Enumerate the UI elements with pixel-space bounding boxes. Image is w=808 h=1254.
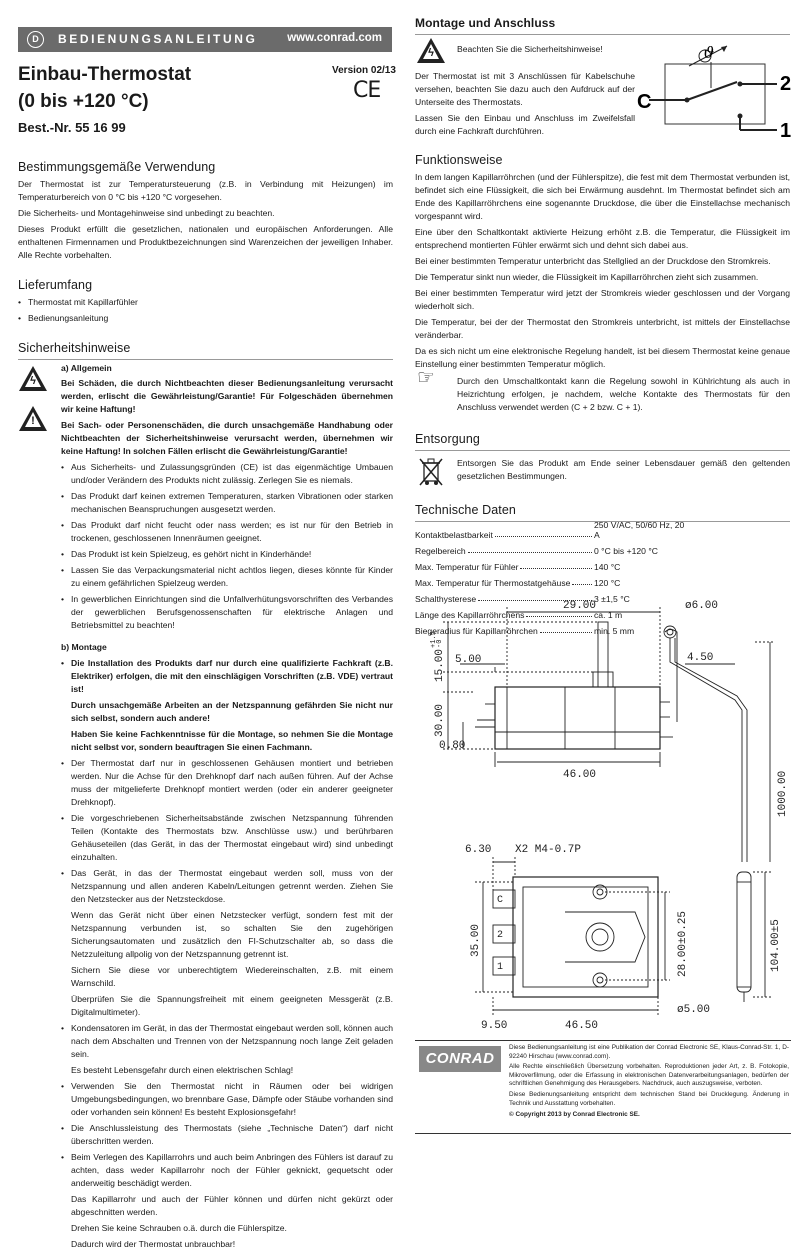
tech-value: 120 °C — [594, 578, 621, 588]
language-badge: D — [27, 31, 44, 48]
warning-triangle-icon: ! — [19, 406, 47, 432]
tech-label: Regelbereich — [415, 546, 466, 556]
list-item: • Das Produkt darf keinen extremen Temperaturen, starken Vibrationen oder starken mechanischen Beanspruchungen ausgesetzt werden. — [61, 490, 393, 516]
dim-d6: ø6.00 — [685, 600, 719, 612]
list-item: • Die Installation des Produkts darf nur durch eine qualifizierte Fachkraft (z.B. Elektriker) erfolgen, die mit den einschlägigen Vorschriften (z.B. VDE) vertraut ist! — [61, 657, 393, 696]
dim-29: 29.00 — [563, 600, 597, 612]
montage-para: Der Thermostat ist mit 3 Anschlüssen für Kabelschuhe versehen, beachten Sie dazu auch den Aufdruck auf der Unterseite des Thermostats. — [415, 71, 635, 107]
dim-950: 9.50 — [481, 1020, 508, 1032]
montage-bold-list — [61, 657, 393, 696]
list-item: • Lassen Sie das Verpackungsmaterial nicht achtlos liegen, dieses könnte für Kinder zu einem gefährlichen Spielzeug werden. — [61, 564, 393, 590]
bestimmung-para: Der Thermostat ist zur Temperatursteuerung (z.B. in Verbindung mit Heizungen) im Temperaturbereich von 0 °C bis +120 °C vorgesehen. — [18, 179, 393, 202]
version-label: Version 02/13 — [332, 65, 396, 76]
lieferumfang-list — [18, 296, 393, 325]
dim-30: 30.00 — [434, 703, 446, 737]
dim-15: 15.00 — [434, 648, 446, 682]
bestimmung-text — [18, 178, 393, 262]
imprint-box — [415, 1040, 791, 1134]
crossed-bin-icon — [418, 457, 444, 487]
table-row — [415, 520, 690, 540]
funktion-para: Die Temperatur sinkt nun wieder, die Flüssigkeit im Kapillarröhrchen zieht sich zusammen. — [415, 272, 759, 282]
list-item: • Bedienungsanleitung — [18, 312, 393, 325]
list-item: • Das Produkt darf nicht feucht oder nass werden; es ist nur für den Betrieb in trockenen, geschlossenen Innenräumen geeignet. — [61, 519, 393, 545]
list-item: • Beim Verlegen des Kapillarrohrs und auch beim Anbringen des Fühlers ist darauf zu achten, dass weder Kapillarrohr noch der Fühler geknickt, gequetscht oder anderweitig beschädigt werden. — [61, 1151, 393, 1190]
imprint-line: Diese Bedienungsanleitung entspricht dem technischen Stand bei Drucklegung. Änderung in Technik und Ausstattung vorbehalten. — [509, 1090, 789, 1107]
dim-080: 0.80 — [439, 740, 466, 752]
table-row — [415, 540, 690, 556]
tech-label: Länge des Kapillarröhrchens — [415, 610, 525, 620]
tech-value: ca. 1 m — [594, 610, 623, 620]
funktion-hint: Durch den Umschaltkontakt kann die Regelung sowohl in Kühlrichtung als auch in Heizrichtung erfolgen, je nachdem, welche Kontakte des Thermostats für den Anschluss verwendet werden (C + 2 bzw. C + 1). — [457, 376, 790, 412]
pointing-hand-icon: ☞ — [417, 365, 435, 389]
funktion-para: In dem langen Kapillarröhrchen (und der Fühlerspitze), die fest mit dem Thermostat verbunden ist, befindet sich eine Flüssigkeit, die sich bei Erwärmung ausdehnt. Im Thermostat befindet sich am Ende des Kapillarröhrchens eine sogenannte Druckdose, die über die Einstellachse mechanisch vorgespannt wird. — [415, 172, 790, 221]
tech-label: Max. Temperatur für Thermostatgehäuse — [415, 578, 571, 588]
list-item: • Das Gerät, in das der Thermostat eingebaut werden soll, muss von der Netzspannung und allen anderen Kabeln/Leitungen getrennt werden. Ziehen Sie den Netzstecker aus der Netzsteckdose. — [61, 867, 393, 906]
tech-value: 3 ±1,5 °C — [594, 594, 630, 604]
warning-text: Bei Sach- oder Personenschäden, die durch unsachgemäße Handhabung oder Nichtbeachten der Sicherheitshinweise verursacht werden, übernehmen wir keine Haftung! In solchen Fällen erlischt die Gewährleistung/Garantie! — [61, 420, 393, 456]
bestimmung-para: Dieses Produkt erfüllt die gesetzlichen, nationalen und europäischen Anforderungen. Alle enthaltenen Firmennamen und Produktbezeichnungen sind Warenzeichen der jeweiligen Inhaber. Alle Rechte vorbehalten. — [18, 224, 393, 260]
tech-label: Biegeradius für Kapillarröhrchen — [415, 626, 538, 636]
list-item: • In gewerblichen Einrichtungen sind die Unfallverhütungsvorschriften des Verbandes der gewerblichen Berufsgenossenschaften für elektrische Anlagen und Betriebsmittel zu beachten! — [61, 593, 393, 632]
imprint-line: Diese Bedienungsanleitung ist eine Publikation der Conrad Electronic SE, Klaus-Conrad-Str. 1, D-92240 Hirschau (www.conrad.com). — [509, 1044, 789, 1060]
dim-1000: 1000.00 — [777, 770, 789, 817]
funktion-para: Die Temperatur, bei der der Thermostat den Stromkreis unterbricht, ist mittels der Einstellachse veränderbar. — [415, 317, 790, 340]
dim-35: 35.00 — [470, 923, 482, 957]
list-item: • Das Produkt ist kein Spielzeug, es gehört nicht in Kinderhände! — [61, 548, 393, 561]
terminal-label-1: 1 — [497, 962, 504, 973]
table-row — [415, 556, 690, 572]
subheading-montage: b) Montage — [61, 642, 107, 652]
section-technik-heading: Technische Daten — [415, 503, 516, 517]
dim-4650: 46.50 — [565, 1020, 599, 1032]
montage-list — [61, 757, 393, 906]
tech-value: min. 5 mm — [594, 626, 635, 636]
list-item: • Thermostat mit Kapillarfühler — [18, 296, 393, 309]
dim-15-tol2: -0 — [436, 639, 444, 648]
left-column — [18, 160, 393, 1254]
terminal-label-c: C — [497, 895, 504, 906]
dim-28: 28.00±0.25 — [677, 910, 689, 977]
header-bar — [18, 27, 392, 52]
montage-text: Drehen Sie keine Schrauben o.ä. durch die Fühlerspitze. — [71, 1223, 287, 1233]
section-montage-heading: Montage und Anschluss — [415, 16, 556, 30]
tech-label: Max. Temperatur für Fühler — [415, 562, 519, 572]
dim-15-tol: +1.5 — [430, 631, 438, 648]
section-lieferumfang-heading: Lieferumfang — [18, 278, 93, 292]
dim-x2: X2 M4-0.7P — [515, 844, 582, 856]
montage-warning: Beachten Sie die Sicherheitshinweise! — [457, 44, 603, 54]
dim-450: 4.50 — [687, 652, 714, 664]
bestimmung-para: Die Sicherheits- und Montagehinweise sind unbedingt zu beachten. — [18, 208, 275, 218]
product-title — [18, 61, 318, 115]
copyright: © Copyright 2013 by Conrad Electronic SE. — [509, 1111, 640, 1119]
ce-mark: CE — [353, 78, 381, 103]
terminal-label-2: 2 — [497, 930, 504, 941]
dim-104: 104.00±5 — [770, 919, 782, 972]
warning-text: Bei Schäden, die durch Nichtbeachten dieser Bedienungsanleitung verursacht werden, erlischt die Gewährleistung/Garantie! Für Folgeschäden übernehmen wir keine Haftung! — [61, 378, 393, 414]
dim-d5: ø5.00 — [677, 1004, 711, 1016]
montage-text: Sichern Sie diese vor unberechtigtem Wiedereinschalten, z.B. mit einem Warnschild. — [71, 965, 393, 988]
funktion-para: Da es sich nicht um eine elektronische Regelung handelt, ist bei diesem Thermostat keine genaue Einstellung einer bestimmten Temperatur möglich. — [415, 346, 790, 369]
montage-list — [61, 1080, 393, 1190]
warning-triangle-icon: ϟ — [417, 38, 445, 64]
montage-text: Wenn das Gerät nicht über einen Netzstecker verfügt, sondern fest mit der Netzspannung verbunden ist, so schalten Sie den zugehörigen Sicherungsautomaten und zusätzlich den FI-Schutzschalter ab, so dass die Netzzuleitung allpolig von der Netzspannung getrennt ist. — [71, 910, 393, 959]
montage-text: Es besteht Lebensgefahr durch einen elektrischen Schlag! — [71, 1065, 294, 1075]
general-safety-list — [61, 461, 393, 632]
table-row — [415, 572, 690, 588]
product-title-line1: Einbau-Thermostat — [18, 64, 192, 85]
funktion-para: Bei einer bestimmten Temperatur wird jetzt der Stromkreis wieder geschlossen und der Vorgang wiederholt sich. — [415, 288, 790, 311]
technical-drawing — [415, 592, 790, 1032]
section-funktion-heading: Funktionsweise — [415, 153, 503, 167]
list-item: • Die vorgeschriebenen Sicherheitsabstände zwischen Netzspannung führenden Teilen (Kontakte des Thermostats bzw. Anschlüsse usw.) und berührbaren Gehäuseteilen (das Gerät, in das der Thermostat eingebaut wird) sind unbedingt einzuhalten. — [61, 812, 393, 864]
tech-value: 140 °C — [594, 562, 621, 572]
section-entsorgung-heading: Entsorgung — [415, 432, 480, 446]
schematic-label-1: 1 — [780, 120, 792, 142]
warning-triangle-icon: ϟ — [19, 366, 47, 392]
product-title-line2: (0 bis +120 °C) — [18, 91, 149, 112]
schematic-label-c: C — [637, 91, 652, 113]
imprint-line: Alle Rechte einschließlich Übersetzung vorbehalten. Reproduktionen jeder Art, z. B. Fotokopie, Mikroverfilmung, oder die Erfassung in elektronischen Datenverarbeitungsanlagen, bedürfen der schriftlichen Genehmigung des Herausgebers. Nachdruck, auch auszugsweise, verboten. — [509, 1063, 789, 1088]
funktion-para: Eine über den Schaltkontakt aktivierte Heizung erhöht z.B. die Temperatur, die Flüssigkeit im entsprechend montierten Fühler erwärmt sich und dehnt sich dabei aus. — [415, 227, 790, 250]
list-item: • Die Anschlussleistung des Thermostats (siehe „Technische Daten“) darf nicht überschritten werden. — [61, 1122, 393, 1148]
tech-value: 0 °C bis +120 °C — [594, 546, 658, 556]
montage-list — [61, 1022, 393, 1061]
montage-text: Überprüfen Sie die Spannungsfreiheit mit einem geeigneten Messgerät (z.B. Digitalmultimeter). — [71, 994, 393, 1017]
header-title: BEDIENUNGSANLEITUNG — [58, 32, 258, 46]
montage-text: Dadurch wird der Thermostat unbrauchbar! — [71, 1239, 236, 1249]
funktion-para: Bei einer bestimmten Temperatur unterbricht das Stellglied an der Druckdose den Stromkreis. — [415, 256, 771, 266]
header-url: www.conrad.com — [287, 32, 382, 44]
entsorgung-text: Entsorgen Sie das Produkt am Ende seiner Lebensdauer gemäß den geltenden gesetzlichen Bestimmungen. — [457, 458, 790, 481]
section-sicherheit-heading: Sicherheitshinweise — [18, 341, 131, 355]
list-item: • Kondensatoren im Gerät, in das der Thermostat eingebaut werden soll, können auch nach dem Abschalten und Trennen von der Netzspannung noch lange Zeit geladen sein. — [61, 1022, 393, 1061]
schematic-label-theta: ϑ — [703, 43, 715, 62]
list-item: • Verwenden Sie den Thermostat nicht in Räumen oder bei widrigen Umgebungsbedingungen, wo brennbare Gase, Dämpfe oder Stäube vorhanden sind oder vorhanden sein können! Es besteht Explosionsgefahr! — [61, 1080, 393, 1119]
list-item: • Der Thermostat darf nur in geschlossenen Gehäusen montiert und betrieben werden. Nur die Achse für den Drehknopf darf nach außen führen. Auf der Achse muss der mitgelieferte Drehknopf montiert werden (oder ein anderer geeigneter Drehknopf). — [61, 757, 393, 809]
tech-label: Schalthysterese — [415, 594, 477, 604]
schematic-label-2: 2 — [780, 73, 792, 95]
montage-bold-text: Haben Sie keine Fachkenntnisse für die Montage, so nehmen Sie die Montage nicht selbst vor, sondern beauftragen Sie einen Fachmann. — [71, 729, 393, 752]
tech-label: Kontaktbelastbarkeit — [415, 530, 493, 540]
switch-schematic — [637, 38, 797, 143]
montage-para: Lassen Sie den Einbau und Anschluss im Zweifelsfall durch eine Fachkraft durchführen. — [415, 113, 635, 136]
dim-630: 6.30 — [465, 844, 492, 856]
dim-5: 5.00 — [455, 654, 482, 666]
montage-text: Das Kapillarrohr und auch der Fühler können und dürfen nicht gekürzt oder abgeschnitten werden. — [71, 1194, 393, 1217]
conrad-logo: CONRAD — [419, 1046, 501, 1072]
montage-bold-text: Durch unsachgemäße Arbeiten an der Netzspannung gefährden Sie nicht nur sich selbst, sondern auch andere! — [71, 700, 393, 723]
list-item: • Aus Sicherheits- und Zulassungsgründen (CE) ist das eigenmächtige Umbauen und/oder Verändern des Produkts nicht zulässig. Zerlegen Sie es niemals. — [61, 461, 393, 487]
tech-value: 250 V/AC, 50/60 Hz, 20 A — [594, 520, 685, 540]
order-number: Best.-Nr. 55 16 99 — [18, 120, 126, 135]
dim-46: 46.00 — [563, 769, 597, 781]
subheading-allgemein: a) Allgemein — [61, 363, 112, 373]
section-bestimmung-heading: Bestimmungsgemäße Verwendung — [18, 160, 216, 174]
